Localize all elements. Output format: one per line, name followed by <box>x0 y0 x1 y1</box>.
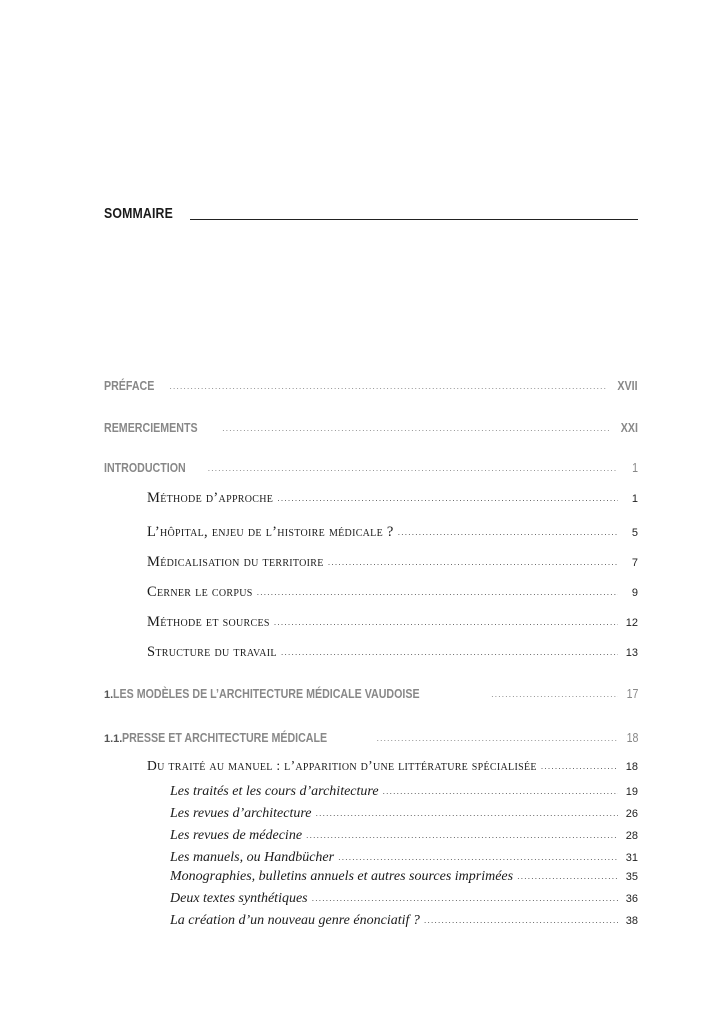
toc-entry-label: Du traité au manuel : l’apparition d’une littérature spécialisée <box>147 758 537 773</box>
leader-dots <box>281 647 618 657</box>
toc-entry-page: 36 <box>625 893 638 905</box>
toc-entry-label: PRÉFACE <box>104 378 155 393</box>
toc-entry-section[interactable] <box>147 490 638 507</box>
leader-dots <box>222 423 611 433</box>
toc-entry-label: LES MODÈLES DE L’ARCHITECTURE MÉDICALE VAUDOISE <box>113 686 420 701</box>
toc-entry-page: 5 <box>631 527 638 539</box>
toc-entry-page: 38 <box>625 915 638 927</box>
toc-entry-label: Médicalisation du territoire <box>147 554 324 570</box>
leader-dots <box>424 915 618 925</box>
leader-dots <box>316 808 618 818</box>
toc-entry-page: 9 <box>631 587 638 599</box>
leader-dots <box>398 527 618 537</box>
toc-entry-remerciements[interactable] <box>104 420 638 435</box>
toc-entry-subsection[interactable] <box>170 806 638 822</box>
toc-entry-page: 1 <box>632 460 638 475</box>
toc-entry-label: La création d’un nouveau genre énonciatif ? <box>170 913 420 928</box>
toc-entry-page: 1 <box>631 493 638 505</box>
toc-entry-label: Les traités et les cours d’architecture <box>170 784 379 799</box>
toc-entry-page: 28 <box>625 830 638 842</box>
page-title: SOMMAIRE <box>104 205 173 222</box>
toc-entry-label: Structure du travail <box>147 644 277 660</box>
toc-entry-page: 13 <box>625 647 638 659</box>
toc-entry-label: INTRODUCTION <box>104 460 186 475</box>
toc-entry-page: 18 <box>625 761 638 773</box>
leader-dots <box>208 463 618 473</box>
toc-entry-label: Cerner le corpus <box>147 584 253 600</box>
toc-entry-section[interactable] <box>147 644 638 661</box>
leader-dots <box>274 617 618 627</box>
leader-dots <box>377 733 618 743</box>
leader-dots <box>491 689 617 699</box>
toc-entry-label: Deux textes synthétiques <box>170 891 308 906</box>
leader-dots <box>383 786 618 796</box>
toc-entry-label: REMERCIEMENTS <box>104 420 198 435</box>
leader-dots <box>517 871 618 881</box>
toc-entry-subsection[interactable] <box>170 913 638 929</box>
leader-dots <box>257 587 618 597</box>
toc-entry-page: XXI <box>620 420 638 435</box>
toc-entry-chapter-1-1[interactable] <box>104 730 638 745</box>
toc-entry-subsection[interactable] <box>170 784 638 800</box>
toc-entry-label: Méthode et sources <box>147 614 270 630</box>
toc-entry-label: Les revues de médecine <box>170 828 303 843</box>
toc-entry-label: Monographies, bulletins annuels et autres sources imprimées <box>170 869 514 884</box>
toc-entry-section[interactable] <box>147 524 638 541</box>
leader-dots <box>541 761 618 771</box>
toc-entry-subsection[interactable] <box>170 828 638 844</box>
toc-entry-introduction[interactable] <box>104 460 638 475</box>
leader-dots <box>338 852 618 862</box>
leader-dots <box>306 830 618 840</box>
toc-entry-page: 18 <box>626 730 638 745</box>
leader-dots <box>169 381 607 391</box>
toc-entry-preface[interactable] <box>104 378 638 393</box>
toc-entry-page: 31 <box>625 852 638 864</box>
toc-entry-subsection[interactable] <box>170 850 638 866</box>
toc-entry-page: 35 <box>625 871 638 883</box>
toc-entry-section[interactable] <box>147 614 638 631</box>
toc-entry-page: 26 <box>625 808 638 820</box>
toc-entry-section[interactable] <box>147 554 638 571</box>
toc-entry-label: L’hôpital, enjeu de l’histoire médicale ? <box>147 524 394 540</box>
toc-entry-section[interactable] <box>147 584 638 601</box>
toc-entry-label: Les revues d’architecture <box>170 806 312 821</box>
toc-entry-label: Les manuels, ou Handbücher <box>170 850 335 865</box>
toc-entry-page: XVII <box>617 378 638 393</box>
toc-entry-page: 7 <box>631 557 638 569</box>
toc-entry-label: PRESSE ET ARCHITECTURE MÉDICALE <box>122 730 328 745</box>
chapter-number: 1.1. <box>104 733 123 745</box>
toc-entry-subsection[interactable] <box>170 891 638 907</box>
leader-dots <box>277 493 618 503</box>
toc-entry-page: 17 <box>626 686 638 701</box>
leader-dots <box>328 557 618 567</box>
toc-entry-label: Méthode d’approche <box>147 490 274 506</box>
leader-dots <box>312 893 618 903</box>
toc-entry-page: 19 <box>625 786 638 798</box>
toc-entry-chapter-1[interactable] <box>104 686 638 701</box>
toc-entry-section[interactable] <box>147 758 638 774</box>
toc-entry-page: 12 <box>625 617 638 629</box>
toc-entry-subsection[interactable] <box>170 869 638 885</box>
chapter-number: 1. <box>104 689 114 701</box>
